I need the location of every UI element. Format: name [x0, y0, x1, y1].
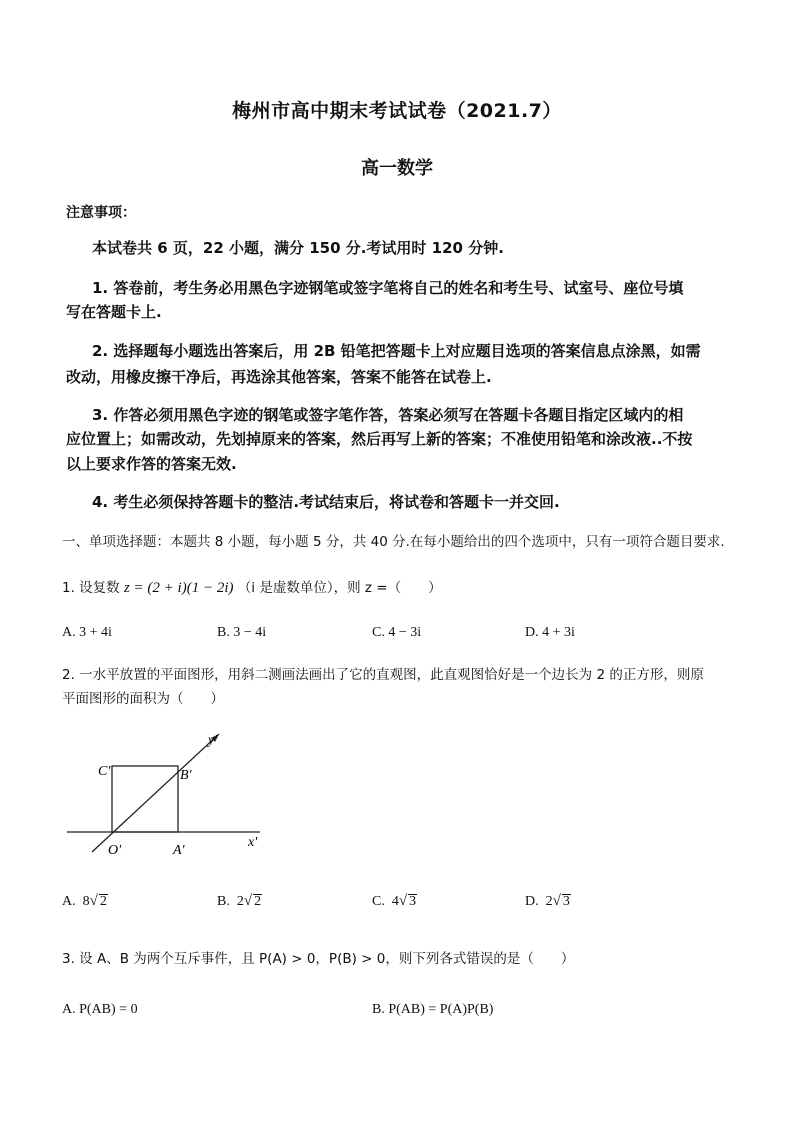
notice-item-1-line-2: 写在答题卡上.: [66, 303, 162, 321]
notice-item-3-line-1: 3. 作答必须用黑色字迹的钢笔或签字笔作答，答案必须写在答题卡各题目指定区域内的相: [92, 406, 684, 424]
label-a: A': [173, 843, 185, 858]
square: [112, 766, 178, 832]
question-3-option-b: B. P(AB) = P(A)P(B): [372, 1002, 494, 1017]
label-o: O': [108, 843, 122, 858]
question-2-option-d: D. 2√ 3: [525, 893, 570, 909]
question-1-expression: z = (2 + i)(1 − 2i): [123, 580, 234, 596]
notice-item-3-line-2: 应位置上；如需改动，先划掉原来的答案，然后再写上新的答案；不准使用铅笔和涂改液..不按: [66, 430, 693, 448]
notice-item-2-line-1: 2. 选择题每小题选出答案后，用 2B 铅笔把答题卡上对应题目选项的答案信息点涂黑，如需: [92, 342, 701, 360]
question-1-stem: [62, 576, 442, 597]
label-c: C': [98, 764, 111, 779]
notice-item-4: 4. 考生必须保持答题卡的整洁.考试结束后，将试卷和答题卡一并交回.: [92, 493, 560, 511]
exam-title: 梅州市高中期末考试试卷（2021.7）: [232, 100, 562, 122]
question-1-option-a: A. 3 + 4i: [62, 625, 112, 640]
question-2-option-b: B. 2√ 2: [217, 893, 262, 909]
section-1-heading: 一、单项选择题：本题共 8 小题，每小题 5 分，共 40 分.在每小题给出的四个选项中，只有一项符合题目要求.: [62, 534, 725, 550]
question-3-option-a: A. P(AB) = 0: [62, 1002, 138, 1017]
question-2-option-c: C. 4√ 3: [372, 893, 417, 909]
subject-title: 高一数学: [361, 158, 433, 179]
notice-item-1-line-1: 1. 答卷前，考生务必用黑色字迹钢笔或签字笔将自己的姓名和考生号、试室号、座位号填: [92, 279, 684, 297]
label-x: x': [248, 835, 258, 850]
notice-heading: 注意事项：: [66, 205, 136, 221]
question-1-note: （i 是虚数单位），则 z =（ ）: [237, 580, 442, 596]
question-1-option-c: C. 4 − 3i: [372, 625, 422, 640]
question-1-option-b: B. 3 − 4i: [217, 625, 267, 640]
question-1-number: 1. 设复数: [62, 580, 120, 596]
question-2-option-a: A. 8√ 2: [62, 893, 107, 909]
question-2-line-2: 平面图形的面积为（ ）: [62, 691, 224, 707]
label-y: y': [208, 733, 218, 748]
question-2-figure: [62, 722, 272, 862]
label-b: B': [180, 768, 192, 783]
notice-intro: 本试卷共 6 页，22 小题，满分 150 分.考试用时 120 分钟.: [92, 239, 504, 257]
notice-item-3-line-3: 以上要求作答的答案无效.: [66, 455, 237, 473]
question-3-stem: 3. 设 A、B 为两个互斥事件，且 P(A) > 0，P(B) > 0，则下列各式错误的是（ ）: [62, 951, 575, 967]
notice-item-2-line-2: 改动，用橡皮擦干净后，再选涂其他答案，答案不能答在试卷上.: [66, 368, 492, 386]
y-axis: [92, 734, 219, 852]
question-1-option-d: D. 4 + 3i: [525, 625, 575, 640]
question-2-line-1: 2. 一水平放置的平面图形，用斜二测画法画出了它的直观图，此直观图恰好是一个边长为 2 的正方形，则原: [62, 667, 704, 683]
